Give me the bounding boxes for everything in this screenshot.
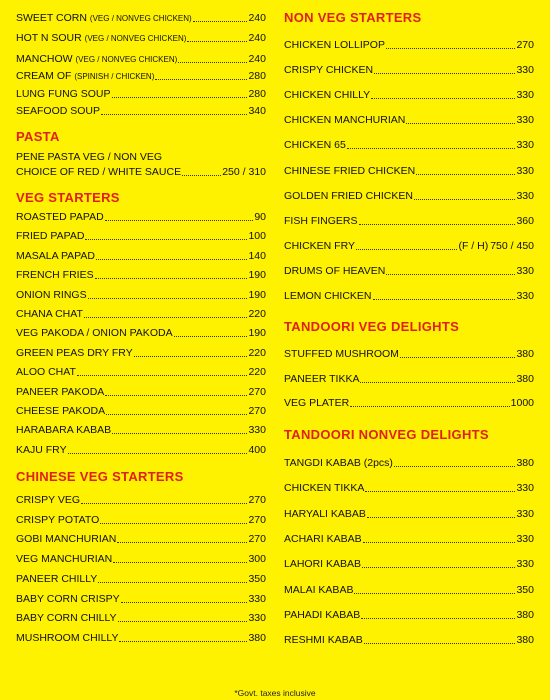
item-price: 400 <box>248 443 266 456</box>
item-name: CHINESE FRIED CHICKEN <box>284 164 416 177</box>
menu-item <box>16 612 266 625</box>
item-price: 90 <box>254 211 266 223</box>
item-name: CHICKEN CHILLY <box>284 89 371 102</box>
item-name: CHEESE PAKODA <box>16 405 106 417</box>
menu-item <box>284 482 534 495</box>
menu-item <box>16 211 266 224</box>
item-price: 380 <box>516 457 534 469</box>
menu-item <box>284 634 534 647</box>
item-name: BABY CORN CRISPY <box>16 592 120 605</box>
menu-item <box>16 593 266 606</box>
section-title-chinese-veg: CHINESE VEG STARTERS <box>16 469 184 484</box>
item-price: 330 <box>516 482 534 495</box>
menu-item <box>284 89 534 102</box>
item-name: GOBI MANCHURIAN <box>16 533 117 546</box>
menu-item <box>284 508 534 521</box>
item-name: KAJU FRY <box>16 443 67 456</box>
menu-item <box>16 573 266 586</box>
item-name: CHICKEN LOLLIPOP <box>284 39 385 51</box>
item-price: 380 <box>516 608 534 621</box>
menu-item: HOT N SOUR (VEG / NONVEG CHICKEN) 240 <box>16 32 266 44</box>
menu-item <box>16 269 266 282</box>
item-name: CRISPY VEG <box>16 494 80 506</box>
item-price: 330 <box>516 507 534 520</box>
item-name: VEG PAKODA / ONION PAKODA <box>16 327 173 340</box>
item-name: LEMON CHICKEN <box>284 290 372 302</box>
item-price: 140 <box>248 249 266 262</box>
menu-item <box>16 386 266 399</box>
item-name: FRIED PAPAD <box>16 230 85 243</box>
menu-item <box>16 424 266 437</box>
item-name: GOLDEN FRIED CHICKEN <box>284 189 413 202</box>
item-price: 1000 <box>510 397 534 409</box>
item-name: HARABARA KABAB <box>16 424 112 437</box>
menu-item <box>284 64 534 77</box>
item-note: (F / H) <box>458 239 489 252</box>
item-price: 330 <box>516 290 534 302</box>
item-name: ROASTED PAPAD <box>16 211 104 223</box>
item-name: ACHARI KABAB <box>284 532 362 545</box>
item-price: 750 / 450 <box>490 239 534 252</box>
menu-item <box>16 632 266 645</box>
item-price: 380 <box>248 631 266 644</box>
item-name: CHICKEN 65 <box>284 139 346 152</box>
section-title-tandoori-veg: TANDOORI VEG DELIGHTS <box>284 319 460 334</box>
item-price: 270 <box>248 533 266 546</box>
item-price: 190 <box>248 288 266 301</box>
item-price: 330 <box>248 424 266 437</box>
menu-item: LUNG FUNG SOUP 280 <box>16 88 266 100</box>
menu-item <box>16 444 266 457</box>
item-price: 380 <box>516 372 534 385</box>
item-name: PANEER PAKODA <box>16 385 105 398</box>
menu-item <box>284 609 534 622</box>
item-name: FRENCH FRIES <box>16 269 94 282</box>
item-name: TANGDI KABAB (2pcs) <box>284 457 393 469</box>
menu-item <box>284 373 534 386</box>
item-name: ONION RINGS <box>16 288 87 301</box>
item-name: RESHMI KABAB <box>284 634 363 647</box>
menu-item <box>284 397 534 410</box>
menu-item <box>284 165 534 178</box>
menu-item: CREAM OF (SPINISH / CHICKEN) 280 <box>16 70 266 82</box>
item-name: CRISPY CHICKEN <box>284 64 374 77</box>
menu-item <box>284 114 534 127</box>
item-price: 270 <box>248 385 266 398</box>
item-price: 330 <box>516 139 534 152</box>
item-price: 220 <box>248 308 266 320</box>
item-name: MUSHROOM CHILLY <box>16 631 119 644</box>
item-price: 270 <box>248 494 266 506</box>
menu-item <box>284 533 534 546</box>
item-name: PANEER TIKKA <box>284 372 360 385</box>
item-price: 330 <box>516 114 534 127</box>
item-name: DRUMS OF HEAVEN <box>284 264 386 277</box>
item-price: 350 <box>516 583 534 596</box>
menu-item <box>284 190 534 203</box>
item-price: 330 <box>516 64 534 77</box>
item-price: 330 <box>516 264 534 277</box>
menu-item <box>284 558 534 571</box>
item-price: 220 <box>248 346 266 359</box>
item-price: 380 <box>516 348 534 360</box>
menu-item <box>16 289 266 302</box>
menu-item <box>16 230 266 243</box>
item-name: CHICKEN FRY <box>284 239 355 252</box>
item-name: HARYALI KABAB <box>284 507 366 520</box>
menu-item <box>16 514 266 527</box>
item-price: 360 <box>516 214 534 227</box>
menu-item <box>16 494 266 507</box>
item-price: 190 <box>248 327 266 340</box>
menu-item <box>284 290 534 303</box>
menu-item: SEAFOOD SOUP 340 <box>16 105 266 117</box>
item-name: BABY CORN CHILLY <box>16 612 117 625</box>
item-price: 380 <box>516 634 534 647</box>
item-name: FISH FINGERS <box>284 214 358 227</box>
item-price: 270 <box>248 513 266 526</box>
menu-item <box>16 533 266 546</box>
item-name: PANEER CHILLY <box>16 572 98 585</box>
item-name: CHICKEN MANCHURIAN <box>284 114 406 127</box>
menu-item <box>284 457 534 470</box>
item-price: 330 <box>516 189 534 202</box>
section-title-pasta: PASTA <box>16 129 60 144</box>
menu-item <box>16 327 266 340</box>
item-price: 330 <box>516 532 534 545</box>
menu-item <box>16 405 266 418</box>
item-name: GREEN PEAS DRY FRY <box>16 346 133 359</box>
item-price: 330 <box>516 558 534 571</box>
menu-item <box>16 347 266 360</box>
item-name: CHICKEN TIKKA <box>284 482 365 495</box>
menu-item <box>284 240 534 253</box>
item-price: 330 <box>516 89 534 102</box>
footer-note: *Govt. taxes inclusive <box>234 688 316 698</box>
item-price: 330 <box>248 612 266 625</box>
item-name: PAHADI KABAB <box>284 608 361 621</box>
section-title-tandoori-nonveg: TANDOORI NONVEG DELIGHTS <box>284 427 489 442</box>
item-price: 350 <box>248 572 266 585</box>
menu-item: MANCHOW (VEG / NONVEG CHICKEN) 240 <box>16 53 266 65</box>
item-price: 330 <box>248 592 266 605</box>
item-name: CRISPY POTATO <box>16 513 100 526</box>
menu-item <box>16 553 266 566</box>
item-price: 220 <box>248 366 266 379</box>
menu-item: PENE PASTA VEG / NON VEG <box>16 151 163 163</box>
menu-item <box>284 265 534 278</box>
section-title-non-veg: NON VEG STARTERS <box>284 10 422 25</box>
item-name: MALAI KABAB <box>284 583 354 596</box>
menu-item <box>284 215 534 228</box>
item-price: 190 <box>248 269 266 282</box>
menu-item <box>284 584 534 597</box>
menu-item <box>16 308 266 321</box>
item-price: 270 <box>248 405 266 417</box>
menu-item <box>16 366 266 379</box>
menu-item <box>16 250 266 263</box>
item-price: 100 <box>248 230 266 243</box>
menu-item <box>284 39 534 52</box>
menu-item: SWEET CORN (VEG / NONVEG CHICKEN) 240 <box>16 12 266 24</box>
item-name: ALOO CHAT <box>16 366 76 379</box>
menu-item: CHOICE OF RED / WHITE SAUCE 250 / 310 <box>16 166 266 178</box>
item-name: VEG MANCHURIAN <box>16 553 113 566</box>
item-name: CHANA CHAT <box>16 308 83 320</box>
item-name: VEG PLATER <box>284 397 350 409</box>
item-name: MASALA PAPAD <box>16 249 95 262</box>
item-name: LAHORI KABAB <box>284 558 362 571</box>
item-price: 270 <box>516 39 534 51</box>
item-price: 330 <box>516 164 534 177</box>
menu-item <box>284 139 534 152</box>
item-price: 300 <box>248 553 266 566</box>
menu-item <box>284 348 534 361</box>
section-title-veg-starters: VEG STARTERS <box>16 190 120 205</box>
item-name: STUFFED MUSHROOM <box>284 348 399 360</box>
